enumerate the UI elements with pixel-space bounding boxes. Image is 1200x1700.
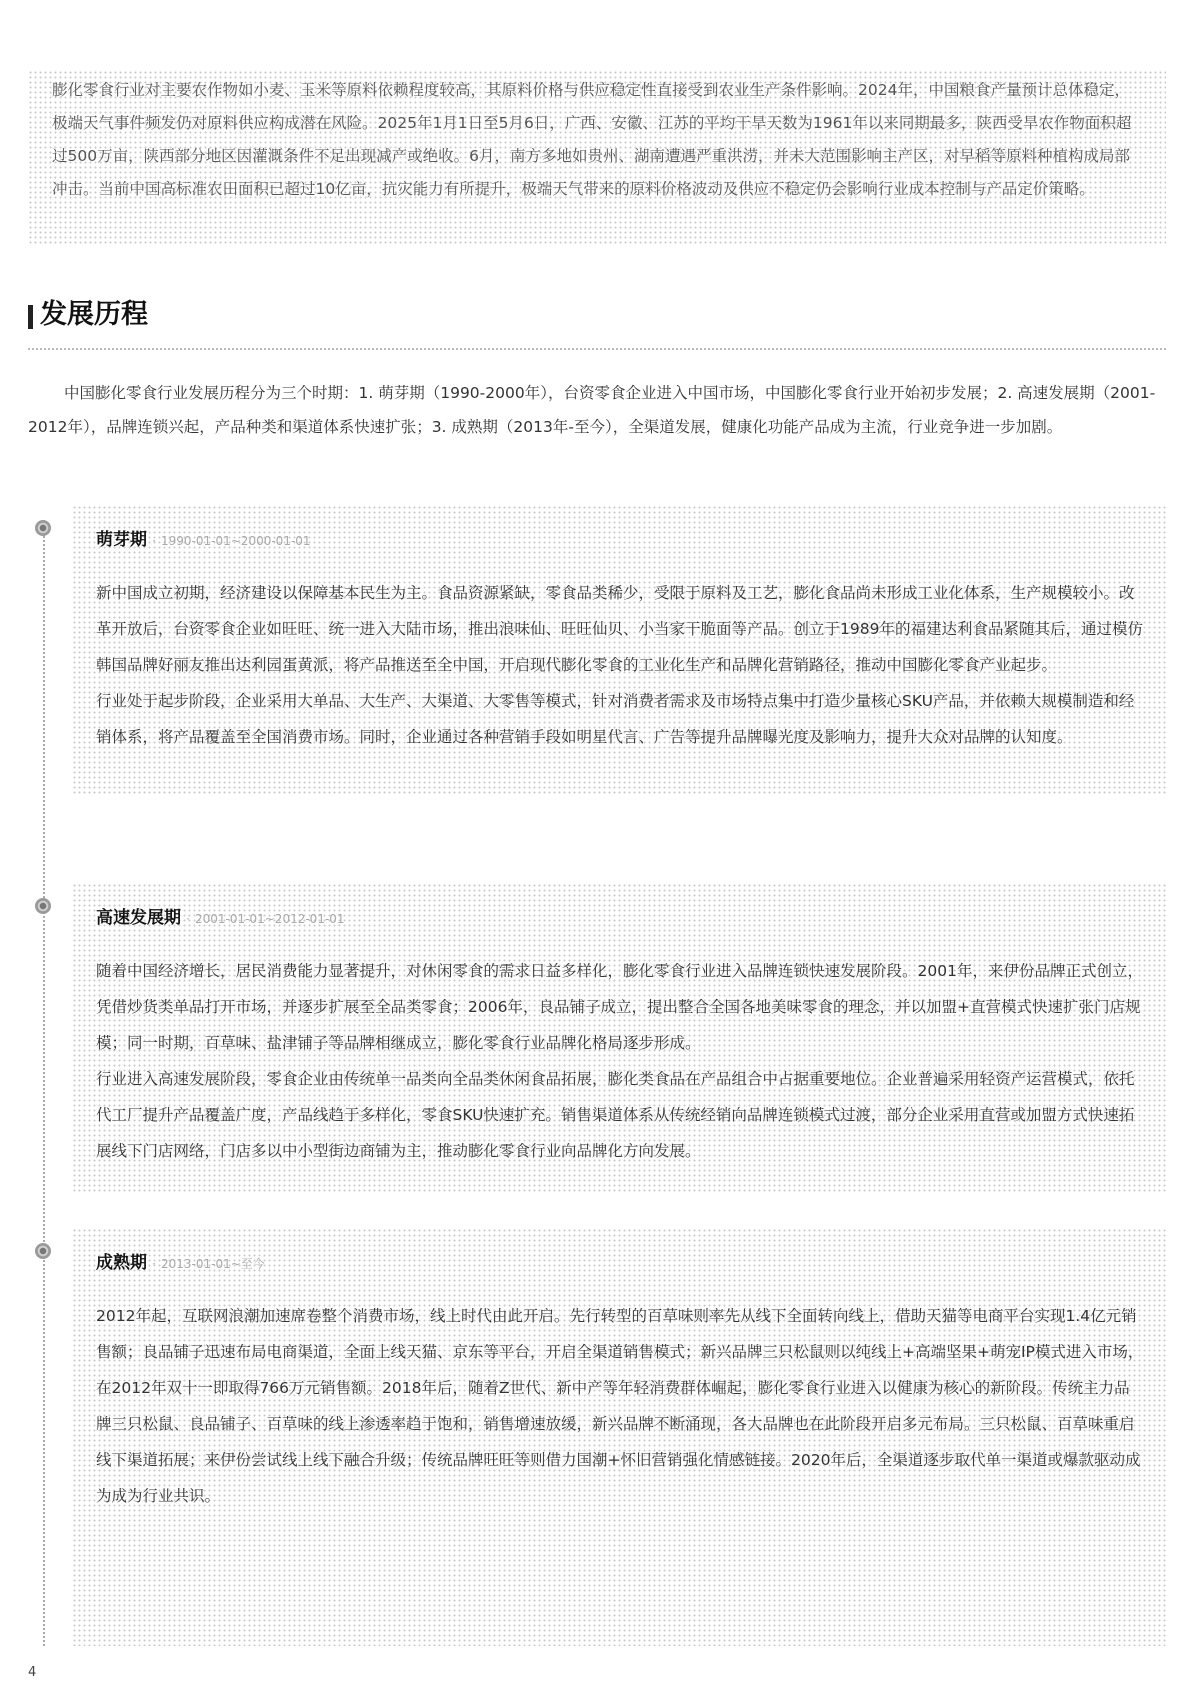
stage-date: 2001-01-01~2012-01-01	[195, 912, 345, 926]
stage-header	[96, 525, 1144, 555]
stage-card-sprout	[72, 505, 1166, 795]
stage-paragraph: 2012年起，互联网浪潮加速席卷整个消费市场，线上时代由此开启。先行转型的百草味则率先从线下全面转向线上，借助天猫等电商平台实现1.4亿元销售额；良品铺子迅速布局电商渠道，全面上线天猫、京东等平台，开启全渠道销售模式；新兴品牌三只松鼠则以纯线上+高端坚果+萌宠IP模式进入市场，在2012年双十一即取得766万元销售额。2018年后，随着Z世代、新中产等年轻消费群体崛起，膨化零食行业进入以健康为核心的新阶段。传统主力品牌三只松鼠、良品铺子、百草味的线上渗透率趋于饱和，销售增速放缓，新兴品牌不断涌现，各大品牌也在此阶段开启多元布局。三只松鼠、百草味重启线下渠道拓展；来伊份尝试线上线下融合升级；传统品牌旺旺等则借力国潮+怀旧营销强化情感链接。2020年后，全渠道逐步取代单一渠道或爆款驱动成为成为行业共识。	[96, 1307, 1144, 1505]
stage-date: 1990-01-01~2000-01-01	[161, 534, 311, 548]
stage-separator: ·	[186, 912, 190, 926]
stage-card-rapid-growth	[72, 883, 1166, 1193]
intro-box	[28, 70, 1166, 246]
timeline-marker-icon	[35, 1243, 51, 1259]
intro-paragraph: 膨化零食行业对主要农作物如小麦、玉米等原料依赖程度较高，其原料价格与供应稳定性直接受到农业生产条件影响。2024年，中国粮食产量预计总体稳定，极端天气事件频发仍对原料供应构成潜在风险。2025年1月1日至5月6日，广西、安徽、江苏的平均干旱天数为1961年以来同期最多，陕西受旱农作物面积超过500万亩，陕西部分地区因灌溉条件不足出现减产或绝收。6月，南方多地如贵州、湖南遭遇严重洪涝，并未大范围影响主产区，对早稻等原料种植构成局部冲击。当前中国高标准农田面积已超过10亿亩，抗灾能力有所提升，极端天气带来的原料价格波动及供应不稳定仍会影响行业成本控制与产品定价策略。	[52, 81, 1132, 198]
section-summary: 中国膨化零食行业发展历程分为三个时期：1. 萌芽期（1990-2000年），台资零食企业进入中国市场，中国膨化零食行业开始初步发展；2. 高速发展期（2001-2012年），品牌连锁兴起，产品种类和渠道体系快速扩张；3. 成熟期（2013年-至今），全渠道发展，健康化功能产品成为主流，行业竞争进一步加剧。	[28, 384, 1156, 436]
stage-header	[96, 1248, 1144, 1278]
stage-paragraph: 随着中国经济增长，居民消费能力显著提升，对休闲零食的需求日益多样化，膨化零食行业进入品牌连锁快速发展阶段。2001年，来伊份品牌正式创立，凭借炒货类单品打开市场，并逐步扩展至全品类零食；2006年，良品铺子成立，提出整合全国各地美味零食的理念，并以加盟+直营模式快速扩张门店规模；同一时期，百草味、盐津铺子等品牌相继成立，膨化零食行业品牌化格局逐步形成。	[96, 962, 1143, 1052]
timeline-marker-icon	[35, 520, 51, 536]
stage-title: 萌芽期	[96, 530, 147, 550]
stage-separator: ·	[152, 534, 156, 548]
stage-paragraph: 行业处于起步阶段，企业采用大单品、大生产、大渠道、大零售等模式，针对消费者需求及市场特点集中打造少量核心SKU产品，并依赖大规模制造和经销体系，将产品覆盖至全国消费市场。同时，企业通过各种营销手段如明星代言、广告等提升品牌曝光度及影响力，提升大众对品牌的认知度。	[96, 692, 1135, 746]
stage-header	[96, 903, 1144, 933]
section-title	[28, 298, 148, 332]
stage-separator: ·	[152, 1257, 156, 1271]
section-title-text: 发展历程	[40, 299, 148, 330]
stage-paragraph: 新中国成立初期，经济建设以保障基本民生为主。食品资源紧缺，零食品类稀少，受限于原料及工艺，膨化食品尚未形成工业化体系，生产规模较小。改革开放后，台资零食企业如旺旺、统一进入大陆市场，推出浪味仙、旺旺仙贝、小当家干脆面等产品。创立于1989年的福建达利食品紧随其后，通过模仿韩国品牌好丽友推出达利园蛋黄派，将产品推送至全中国，开启现代膨化零食的工业化生产和品牌化营销路径，推动中国膨化零食产业起步。	[96, 584, 1143, 674]
timeline-marker-icon	[35, 898, 51, 914]
timeline-line	[43, 528, 45, 1646]
stage-paragraph: 行业进入高速发展阶段，零食企业由传统单一品类向全品类休闲食品拓展，膨化类食品在产品组合中占据重要地位。企业普遍采用轻资产运营模式，依托代工厂提升产品覆盖广度，产品线趋于多样化，零食SKU快速扩充。销售渠道体系从传统经销向品牌连锁模式过渡，部分企业采用直营或加盟方式快速拓展线下门店网络，门店多以中小型街边商铺为主，推动膨化零食行业向品牌化方向发展。	[96, 1070, 1135, 1160]
section-divider	[28, 348, 1166, 350]
stage-card-mature	[72, 1228, 1166, 1646]
page-number: 4	[28, 1665, 37, 1680]
stage-title: 成熟期	[96, 1253, 147, 1273]
stage-date: 2013-01-01~至今	[161, 1257, 265, 1271]
stage-title: 高速发展期	[96, 908, 181, 928]
